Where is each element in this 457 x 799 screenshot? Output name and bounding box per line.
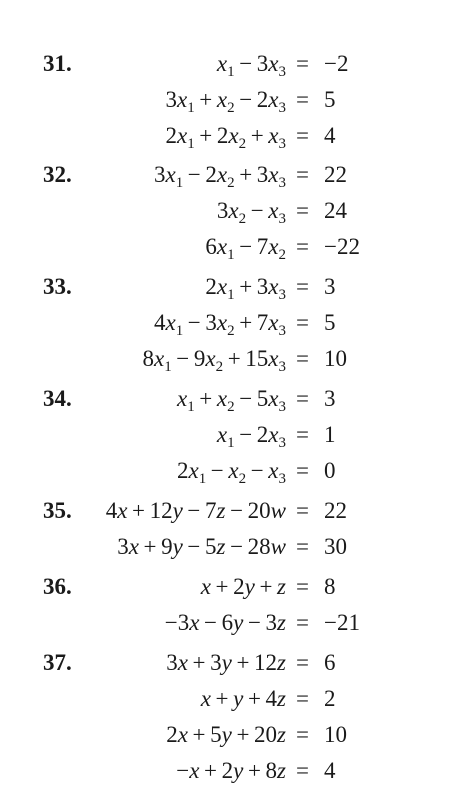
- equation-rhs: 22: [324, 498, 347, 523]
- equals-sign: =: [296, 346, 309, 371]
- equals-sign: =: [296, 87, 309, 112]
- equals-sign: =: [296, 610, 309, 635]
- equals-sign: =: [296, 758, 309, 783]
- equation-lhs: x + y + 4z: [200, 686, 286, 711]
- equals-sign: =: [296, 51, 309, 76]
- equation-rhs: 5: [324, 310, 336, 335]
- equals-sign: =: [296, 386, 309, 411]
- equation-rhs: −21: [324, 610, 360, 635]
- equals-sign: =: [296, 123, 309, 148]
- equals-sign: =: [296, 650, 309, 675]
- equals-sign: =: [296, 274, 309, 299]
- problem-number: 36.: [43, 574, 72, 599]
- equation-rhs: −22: [324, 234, 360, 259]
- problem-number: 37.: [43, 650, 72, 675]
- equation-rhs: 0: [324, 458, 336, 483]
- equation-lhs: 4x + 12y − 7z − 20w: [105, 498, 286, 523]
- equation-rhs: 10: [324, 722, 347, 747]
- equation-lhs: $x_1 + x_2 - 5x_3$: [176, 386, 286, 415]
- equation-lhs: 2x + 5y + 20z: [166, 722, 286, 747]
- equals-sign: =: [296, 234, 309, 259]
- equation-lhs: −x + 2y + 8z: [176, 758, 286, 783]
- equation-lhs: $2x_1 + 3x_3$: [205, 274, 286, 303]
- equals-sign: =: [296, 198, 309, 223]
- equals-sign: =: [296, 422, 309, 447]
- equation-rhs: 6: [324, 650, 336, 675]
- equation-rhs: 5: [324, 87, 336, 112]
- equation-rhs: 2: [324, 686, 336, 711]
- equation-lhs: $2x_1 + 2x_2 + x_3$: [165, 123, 286, 152]
- problem-number: 35.: [43, 498, 72, 523]
- equation-rhs: 3: [324, 274, 336, 299]
- problem-number: 34.: [43, 386, 72, 411]
- equation-rhs: 4: [324, 123, 336, 148]
- equation-rhs: 1: [324, 422, 336, 447]
- equals-sign: =: [296, 162, 309, 187]
- problem-number: 32.: [43, 162, 72, 187]
- equation-lhs: $3x_1 - 2x_2 + 3x_3$: [153, 162, 286, 191]
- equals-sign: =: [296, 574, 309, 599]
- equation-rhs: −2: [324, 51, 349, 76]
- equation-lhs: $x_1 - 2x_3$: [216, 422, 286, 451]
- equation-rhs: 8: [324, 574, 336, 599]
- equation-rhs: 4: [324, 758, 336, 783]
- equation-lhs: 3x + 9y − 5z − 28w: [117, 534, 286, 559]
- equation-lhs: $4x_1 - 3x_2 + 7x_3$: [153, 310, 286, 339]
- equation-lhs: x + 2y + z: [200, 574, 286, 599]
- problem-number: 33.: [43, 274, 72, 299]
- equation-lhs: 3x + 3y + 12z: [166, 650, 286, 675]
- equals-sign: =: [296, 722, 309, 747]
- equation-lhs: $2x_1 - x_2 - x_3$: [176, 458, 286, 487]
- equation-rhs: 10: [324, 346, 347, 371]
- equation-lhs: $3x_1 + x_2 - 2x_3$: [165, 87, 286, 116]
- equation-rhs: 30: [324, 534, 347, 559]
- equation-lhs: $x_1 - 3x_3$: [216, 51, 286, 80]
- problem-number: 31.: [43, 51, 72, 76]
- equation-lhs: $3x_2 - x_3$: [216, 198, 286, 227]
- equals-sign: =: [296, 310, 309, 335]
- equation-lhs: −3x − 6y − 3z: [164, 610, 286, 635]
- equals-sign: =: [296, 458, 309, 483]
- equation-lhs: $8x_1 - 9x_2 + 15x_3$: [142, 346, 286, 375]
- equals-sign: =: [296, 686, 309, 711]
- equals-sign: =: [296, 534, 309, 559]
- equation-rhs: 24: [324, 198, 347, 223]
- equation-rhs: 22: [324, 162, 347, 187]
- equation-rhs: 3: [324, 386, 336, 411]
- equals-sign: =: [296, 498, 309, 523]
- equation-lhs: $6x_1 - 7x_2$: [205, 234, 286, 263]
